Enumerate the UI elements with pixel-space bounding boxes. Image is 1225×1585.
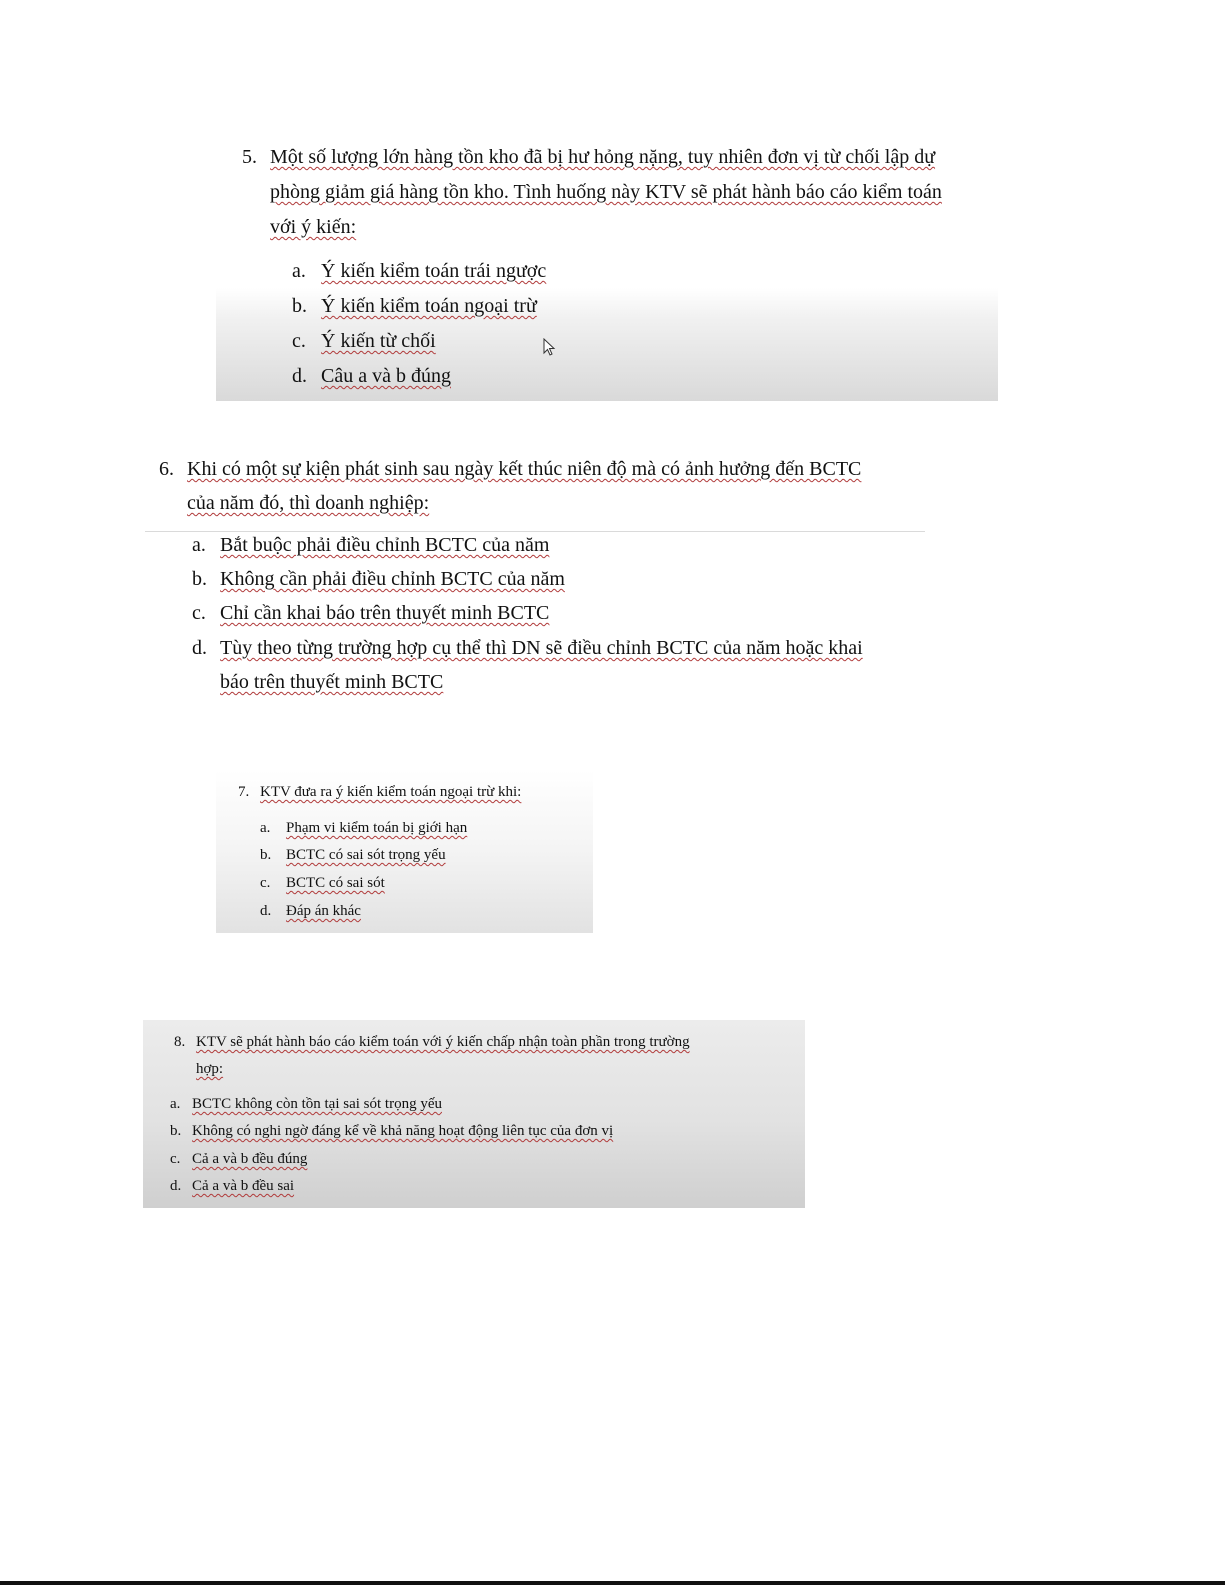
- option-text: Cả a và b đều sai: [192, 1178, 295, 1194]
- option-label: d.: [260, 903, 272, 919]
- option-text: Chỉ cần khai báo trên thuyết minh BCTC: [220, 602, 550, 624]
- option-text: Không có nghi ngờ đáng kể về khả năng hoạt động liên tục của đơn vị: [192, 1123, 614, 1139]
- option-label: c.: [170, 1151, 181, 1167]
- option-text: Câu a và b đúng: [321, 365, 451, 387]
- question-text-line: Khi có một sự kiện phát sinh sau ngày kết thúc niên độ mà có ảnh hưởng đến BCTC: [187, 458, 862, 480]
- question-number: 8.: [174, 1034, 186, 1050]
- option-label: d.: [192, 637, 207, 659]
- option-label: b.: [170, 1123, 182, 1139]
- question-7-block: [216, 770, 593, 933]
- option-text: Đáp án khác: [286, 903, 361, 919]
- page-bottom-border: [0, 1581, 1225, 1585]
- question-text-line: KTV đưa ra ý kiến kiểm toán ngoại trừ khi:: [260, 784, 522, 800]
- option-label: a.: [170, 1096, 181, 1112]
- option-label: a.: [192, 534, 206, 556]
- option-text: Cả a và b đều đúng: [192, 1151, 308, 1167]
- option-text: BCTC có sai sót: [286, 875, 385, 891]
- option-text: BCTC không còn tồn tại sai sót trọng yếu: [192, 1096, 442, 1112]
- question-number: 7.: [238, 784, 250, 800]
- question-text-line: với ý kiến:: [270, 216, 357, 238]
- option-text: Ý kiến kiểm toán trái ngược: [321, 260, 547, 282]
- option-text: Ý kiến kiểm toán ngoại trừ: [321, 295, 537, 317]
- question-number: 6.: [159, 458, 174, 480]
- question-6-block: [145, 430, 925, 720]
- option-label: b.: [192, 568, 207, 590]
- question-5-block: [216, 118, 998, 401]
- option-text: BCTC có sai sót trọng yếu: [286, 847, 446, 863]
- option-text: Tùy theo từng trường hợp cụ thể thì DN sẽ điều chỉnh BCTC của năm hoặc khai: [220, 637, 863, 659]
- option-text: Không cần phải điều chỉnh BCTC của năm: [220, 568, 565, 590]
- option-label: b.: [292, 295, 307, 317]
- option-label: c.: [192, 602, 206, 624]
- question-text-line: Một số lượng lớn hàng tồn kho đã bị hư hỏng nặng, tuy nhiên đơn vị từ chối lập dự: [270, 146, 936, 168]
- option-label: b.: [260, 847, 272, 863]
- mouse-cursor-icon: [543, 338, 557, 358]
- option-text: Bắt buộc phải điều chỉnh BCTC của năm: [220, 534, 550, 556]
- option-label: d.: [170, 1178, 182, 1194]
- option-text: Phạm vi kiểm toán bị giới hạn: [286, 820, 468, 836]
- option-text: Ý kiến từ chối: [321, 330, 436, 352]
- option-text-continuation: báo trên thuyết minh BCTC: [220, 671, 444, 693]
- option-label: a.: [292, 260, 306, 282]
- question-text-line: của năm đó, thì doanh nghiệp:: [187, 492, 430, 514]
- question-8-block: [143, 1020, 805, 1208]
- question-text-line: phòng giảm giá hàng tồn kho. Tình huống này KTV sẽ phát hành báo cáo kiểm toán: [270, 181, 942, 203]
- question-text-line: hợp:: [196, 1061, 224, 1077]
- option-label: d.: [292, 365, 307, 387]
- section-divider: [145, 531, 925, 532]
- question-text-line: KTV sẽ phát hành báo cáo kiểm toán với ý kiến chấp nhận toàn phần trong trường: [196, 1034, 690, 1050]
- option-label: a.: [260, 820, 271, 836]
- question-number: 5.: [242, 146, 257, 168]
- option-label: c.: [260, 875, 271, 891]
- option-label: c.: [292, 330, 306, 352]
